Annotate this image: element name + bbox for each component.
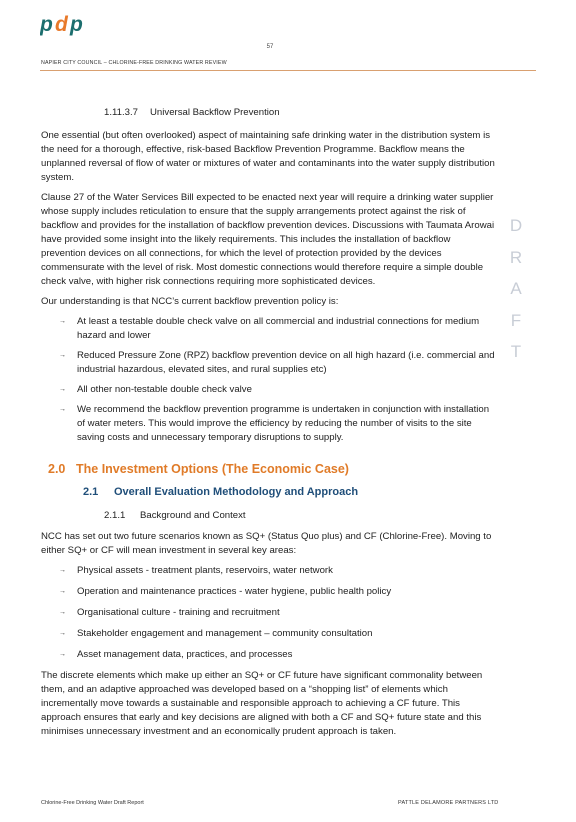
heading-1-11-3-7 [104, 106, 496, 120]
paragraph: One essential (but often overlooked) aspect of maintaining safe drinking water in the distribution system is the need for a thorough, effective, risk-based Backflow Prevention Programme. Backflow means the unplanned reversal of flow of water or mixtures of water and contaminants into the water supply distribution system. [41, 130, 495, 183]
svg-text:d: d [55, 13, 68, 36]
heading-title: Universal Backflow Prevention [150, 107, 280, 118]
heading-2-0 [48, 461, 496, 477]
list-item: → Organisational culture - training and recruitment [59, 607, 280, 618]
paragraph: Our understanding is that NCC’s current backflow prevention policy is: [41, 296, 339, 307]
heading-number: 2.1.1 [104, 510, 126, 521]
footer-report-title: Chlorine-Free Drinking Water Draft Report [41, 800, 144, 806]
header-title: NAPIER CITY COUNCIL – CHLORINE-FREE DRINKING WATER REVIEW [41, 60, 227, 66]
investment-areas-list [41, 564, 496, 662]
heading-title: Background and Context [140, 510, 246, 521]
page-number: 57 [266, 44, 274, 50]
list-item: → Physical assets - treatment plants, reservoirs, water network [59, 565, 333, 576]
svg-text:p: p [70, 13, 83, 36]
backflow-policy-list [41, 315, 496, 445]
arrow-bullet-icon: → [59, 386, 66, 393]
list-item: → At least a testable double check valve on all commercial and industrial connections for medium hazard and lower [59, 316, 480, 341]
arrow-bullet-icon: → [59, 406, 66, 413]
arrow-bullet-icon: → [59, 318, 66, 325]
list-item: → Operation and maintenance practices - water hygiene, public health policy [59, 586, 392, 597]
heading-title: The Investment Options (The Economic Case) [76, 462, 349, 476]
document-body [41, 106, 496, 739]
pdp-logo [40, 12, 94, 38]
list-item: → We recommend the backflow prevention programme is undertaken in conjunction with installation of water meters. This would improve the efficiency by reducing the number of visits to the site saving costs and unnecessary temporary disruptions to supply. [59, 404, 490, 443]
list-item: → Reduced Pressure Zone (RPZ) backflow prevention device on all high hazard (i.e. commercial and industrial hazardous, elevated sites, and rural supplies etc) [59, 350, 495, 375]
arrow-bullet-icon: → [59, 567, 66, 574]
header-divider [40, 70, 536, 71]
heading-2-1 [83, 485, 496, 500]
watermark-letter: F [510, 310, 522, 330]
arrow-bullet-icon: → [59, 630, 66, 637]
heading-number: 1.11.3.7 [104, 107, 138, 118]
arrow-bullet-icon: → [59, 609, 66, 616]
watermark-letter: A [510, 279, 522, 298]
svg-text:p: p [40, 13, 53, 36]
heading-number: 2.1 [83, 486, 99, 498]
arrow-bullet-icon: → [59, 651, 66, 658]
arrow-bullet-icon: → [59, 588, 66, 595]
heading-number: 2.0 [48, 462, 66, 476]
list-item: → Asset management data, practices, and processes [59, 649, 293, 660]
heading-2-1-1 [104, 509, 496, 523]
paragraph: Clause 27 of the Water Services Bill expected to be enacted next year will require a drinking water supplier whose supply includes reticulation to ensure that the supply arrangements protect against the risk of backflow and provides for the installation of backflow prevention devices. Discussions with Taumata Arowai have provided some insight into the likely requirements. This includes the installation of backflow prevention devices on all connections, for which the level of protection provided by the devices commensurate with the level of risk. Most domestic connections would therefore require a simple double check valve, with higher risk connections requiring more sophisticated devices. [41, 192, 495, 287]
paragraph: NCC has set out two future scenarios known as SQ+ (Status Quo plus) and CF (Chlorine-Free). Moving to either SQ+ or CF will mean investment in several key areas: [41, 531, 492, 556]
list-item: → All other non-testable double check valve [59, 384, 252, 395]
watermark-letter: D [509, 216, 523, 235]
watermark-letter: T [510, 342, 522, 361]
watermark-letter: R [509, 247, 523, 267]
paragraph: The discrete elements which make up either an SQ+ or CF future have significant commonality between them, and an adaptive approached was developed based on a “shopping list” of elements which incrementally move towards a sustainable and responsible approach to achieving a CF future. This approach ensures that early and key decisions are aligned with both a CF and SQ+ future state and this minimises unnecessary investment and an economically prudent approach is taken. [41, 670, 483, 737]
heading-title: Overall Evaluation Methodology and Approach [114, 486, 359, 498]
list-item: → Stakeholder engagement and management – community consultation [59, 628, 373, 639]
footer-company: PATTLE DELAMORE PARTNERS LTD [398, 800, 499, 806]
draft-watermark [509, 210, 523, 368]
arrow-bullet-icon: → [59, 352, 66, 359]
